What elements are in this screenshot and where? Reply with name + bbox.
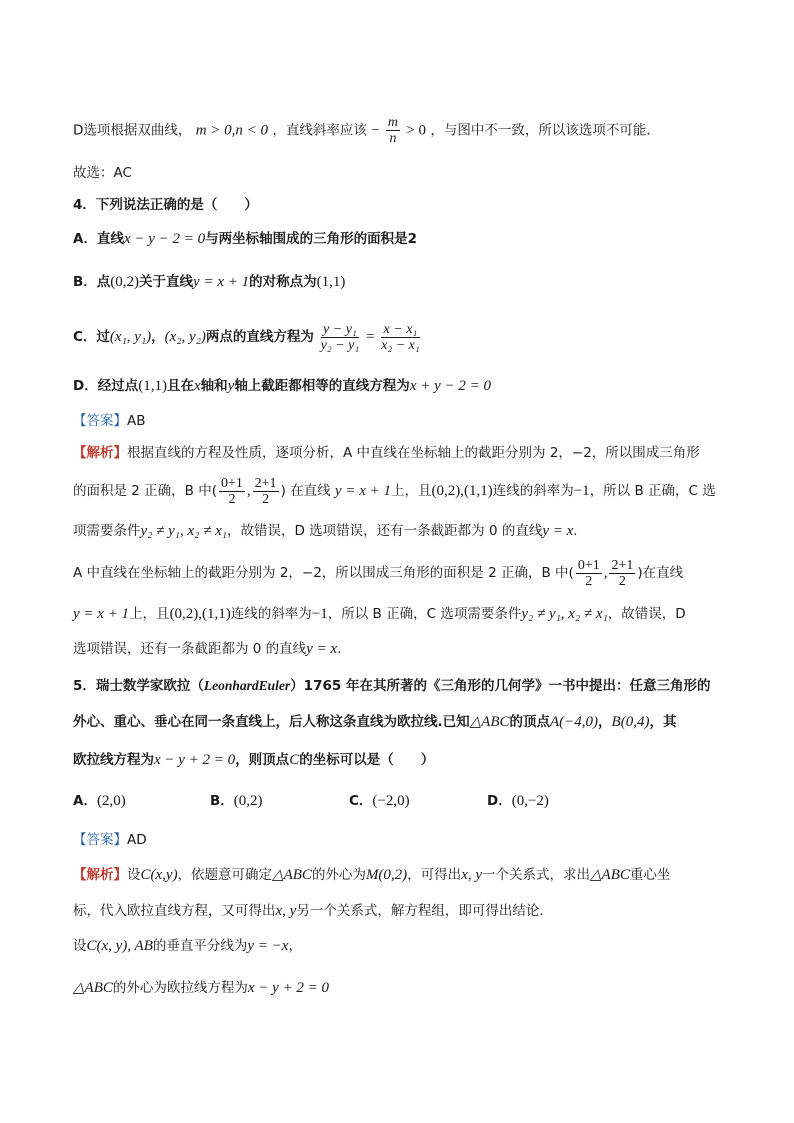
text: C．过 <box>73 329 110 345</box>
q4-option-a <box>73 229 417 249</box>
analysis-tag: 【解析】 <box>73 445 127 461</box>
text: )在直线 <box>637 565 684 581</box>
text: 的垂直平分线为 <box>152 938 248 954</box>
fraction <box>381 322 420 353</box>
math-inline: −1 <box>311 606 328 622</box>
math-inline: (0,2),(1,1) <box>169 606 231 622</box>
text: D选项根据双曲线， <box>73 122 192 139</box>
fraction-denominator: 2 <box>585 573 593 589</box>
math-inline: x − y − 2 = 0 <box>123 231 206 247</box>
math-inline: C <box>289 752 300 768</box>
text: 上，且 <box>390 483 432 499</box>
text: D．经过点 <box>73 378 139 394</box>
math-inline: (1,1) <box>316 274 346 290</box>
math-inline: C(x,y) <box>140 867 178 883</box>
text: ，所以 B 正确，C 选项需要条件 <box>327 606 522 622</box>
text: ，依题意可确定 <box>177 867 273 883</box>
text: ， <box>288 938 302 954</box>
d-option-explanation <box>73 115 651 146</box>
fraction <box>576 558 602 589</box>
text: ， <box>151 329 165 345</box>
fraction <box>321 322 360 353</box>
text: ，则顶点 <box>235 752 290 768</box>
answer-tag: 【答案】 <box>73 832 127 848</box>
text: A．直线 <box>73 231 124 247</box>
q5-option-b <box>210 791 263 811</box>
option-value: (0,2) <box>233 793 263 809</box>
math-inline: y₂ ≠ y₁, x₂ ≠ x₁ <box>521 606 608 622</box>
conclusion-ac: 故选：AC <box>73 165 132 181</box>
math-inline: = <box>365 329 375 345</box>
text: 的外心为欧拉线方程为 <box>112 980 248 996</box>
option-value: (−2,0) <box>372 793 410 809</box>
q4-stem: 4．下列说法正确的是（ ） <box>73 197 258 213</box>
text: 的面积是 2 正确，B 中( <box>73 483 217 499</box>
math-inline: x − y + 2 = 0 <box>154 752 236 768</box>
fraction-numerator: 2+1 <box>254 475 277 491</box>
text: 连线的斜率为 <box>230 606 312 622</box>
text: 5．瑞士数学家欧拉（ <box>73 678 204 694</box>
name-italic: LeonhardEuler <box>203 678 291 693</box>
math-inline: (x₂, y₂) <box>164 329 206 345</box>
text: 的对称点为 <box>249 274 317 290</box>
math-inline: y = x + 1 <box>193 274 250 290</box>
fraction-numerator: 0+1 <box>577 557 600 573</box>
text: 且在 <box>166 378 194 394</box>
option-label: A． <box>73 793 97 809</box>
math-inline: y = x <box>542 523 574 539</box>
fraction-denominator: n <box>389 131 397 146</box>
fraction-denominator: x₂ − x₁ <box>381 337 420 353</box>
math-inline: −1 <box>573 483 590 499</box>
answer-value: AD <box>127 832 147 848</box>
option-value: (2,0) <box>96 793 126 809</box>
q5-option-d <box>487 791 549 811</box>
fraction-numerator: 2+1 <box>611 557 634 573</box>
math-inline: y₂ ≠ y₁, x₂ ≠ x₁ <box>140 523 227 539</box>
fraction-denominator: 2 <box>262 491 270 507</box>
q5-analysis-line-1 <box>73 865 670 885</box>
q5-analysis-line-3 <box>73 936 302 956</box>
math-inline: x + y − 2 = 0 <box>409 378 491 394</box>
math-inline: (0,2),(1,1) <box>431 483 493 499</box>
math-inline: x − y + 2 = 0 <box>247 980 330 996</box>
math-inline: △ABC <box>73 980 113 996</box>
fraction <box>219 476 245 507</box>
text: 根据直线的方程及性质，逐项分析，A 中直线在坐标轴上的截距分别为 2，−2，所以围成三角形 <box>127 445 700 461</box>
text: ，直线斜率应该 <box>272 122 367 139</box>
text: 设 <box>127 867 141 883</box>
q4-answer <box>73 411 146 431</box>
q4-analysis-line-1 <box>73 443 700 463</box>
math-inline: (0,2) <box>110 274 140 290</box>
q4-analysis-line-4 <box>73 556 683 590</box>
text: 项需要条件 <box>73 523 141 539</box>
math-inline: y = x <box>306 641 338 657</box>
q5-stem-line-2 <box>73 712 676 732</box>
math-inline: > 0 <box>406 122 427 139</box>
text: 关于直线 <box>139 274 194 290</box>
q5-answer <box>73 830 147 850</box>
math-inline: , <box>603 565 608 581</box>
text: ，故错误，D <box>607 606 686 622</box>
text: 两点的直线方程为 <box>205 329 314 345</box>
answer-tag: 【答案】 <box>73 413 127 429</box>
answer-value: AB <box>127 413 146 429</box>
text: 上，且 <box>129 606 170 622</box>
text: 设 <box>73 938 87 954</box>
text: 的坐标可以是（ ） <box>299 752 435 768</box>
text: ）1765 年在其所著的《三角形的几何学》一书中提出：任意三角形的 <box>290 678 711 694</box>
q5-stem-line-1 <box>73 676 710 696</box>
fraction-numerator: m <box>387 115 399 130</box>
math-inline: y = x + 1 <box>334 483 391 499</box>
math-inline: (1,1) <box>138 378 167 394</box>
text: ) 在直线 <box>280 483 331 499</box>
option-label: C． <box>349 793 373 809</box>
math-inline: y = x + 1 <box>73 606 130 622</box>
option-value: (0,−2) <box>511 793 549 809</box>
fraction-numerator: 0+1 <box>221 475 243 491</box>
text: 外心、重心、垂心在同一条直线上，后人称这条直线为欧拉线.已知 <box>73 714 470 730</box>
q4-analysis-line-5 <box>73 604 686 624</box>
text: 轴上截距都相等的直线方程为 <box>234 378 410 394</box>
text: 选项错误，还有一条截距都为 0 的直线 <box>73 641 307 657</box>
math-inline: A(−4,0) <box>550 714 599 730</box>
text: 欧拉线方程为 <box>73 752 154 768</box>
text: ，与图中不一致，所以该选项不可能. <box>430 122 651 139</box>
q4-option-b <box>73 272 345 292</box>
fraction-denominator: y₂ − y₁ <box>320 337 360 353</box>
math-inline: C(x, y), AB <box>86 938 153 954</box>
math-inline: x <box>193 378 201 394</box>
q5-stem-line-3 <box>73 750 434 770</box>
text: . <box>573 523 578 539</box>
fraction-numerator: y − y₁ <box>321 322 360 338</box>
text: 与两坐标轴围成的三角形的面积是2 <box>205 231 418 247</box>
fraction <box>386 115 400 146</box>
math-inline: (x₁, y₁) <box>109 329 152 345</box>
text: 另一个关系式，解方程组，即可得出结论. <box>296 903 544 919</box>
fraction-denominator: 2 <box>228 491 236 507</box>
fraction <box>253 476 279 507</box>
text: 标，代入欧拉直线方程，又可得出 <box>73 903 276 919</box>
math-inline: △ABC <box>272 867 312 883</box>
q4-analysis-line-2 <box>73 474 716 508</box>
math-inline: x, y <box>461 867 483 883</box>
text: 一个关系式，求出 <box>482 867 591 883</box>
fraction-denominator: 2 <box>618 573 626 589</box>
option-label: D． <box>487 793 512 809</box>
text: ，可得出 <box>407 867 462 883</box>
q4-analysis-line-3 <box>73 521 578 541</box>
option-label: B． <box>210 793 234 809</box>
text: 重心坐 <box>629 867 671 883</box>
q5-option-a <box>73 791 126 811</box>
math-inline: y <box>227 378 235 394</box>
q5-analysis-line-2 <box>73 901 544 921</box>
text: A 中直线在坐标轴上的截距分别为 2，−2，所以围成三角形的面积是 2 正确，B 中( <box>73 565 574 581</box>
math-inline: y = −x <box>247 938 289 954</box>
math-inline: , <box>246 483 251 499</box>
math-inline: x, y <box>275 903 297 919</box>
math-inline: M(0,2) <box>365 867 408 883</box>
math-inline: B(0,4) <box>611 714 650 730</box>
q4-analysis-line-6 <box>73 639 341 659</box>
analysis-tag: 【解析】 <box>73 867 127 883</box>
text: 轴和 <box>200 378 228 394</box>
text: 的外心为 <box>311 867 366 883</box>
q4-option-d <box>73 376 491 396</box>
text: ，所以 B 正确，C 选 <box>589 483 716 499</box>
text: ，其 <box>649 714 677 730</box>
text: 连线的斜率为 <box>492 483 574 499</box>
math-inline: △ABC <box>469 714 510 730</box>
q4-option-c <box>73 320 422 354</box>
text: B．点 <box>73 274 111 290</box>
q5-option-c <box>349 791 410 811</box>
text: ，故错误，D 选项错误，还有一条截距都为 0 的直线 <box>226 523 543 539</box>
q5-analysis-line-4 <box>73 978 329 998</box>
fraction-numerator: x − x₁ <box>381 322 420 338</box>
math-inline: m > 0,n < 0 <box>195 122 269 139</box>
text: . <box>337 641 342 657</box>
fraction <box>609 558 635 589</box>
text: 的顶点 <box>509 714 551 730</box>
math-inline: − <box>371 122 380 139</box>
math-inline: △ABC <box>590 867 630 883</box>
text: ， <box>598 714 612 730</box>
